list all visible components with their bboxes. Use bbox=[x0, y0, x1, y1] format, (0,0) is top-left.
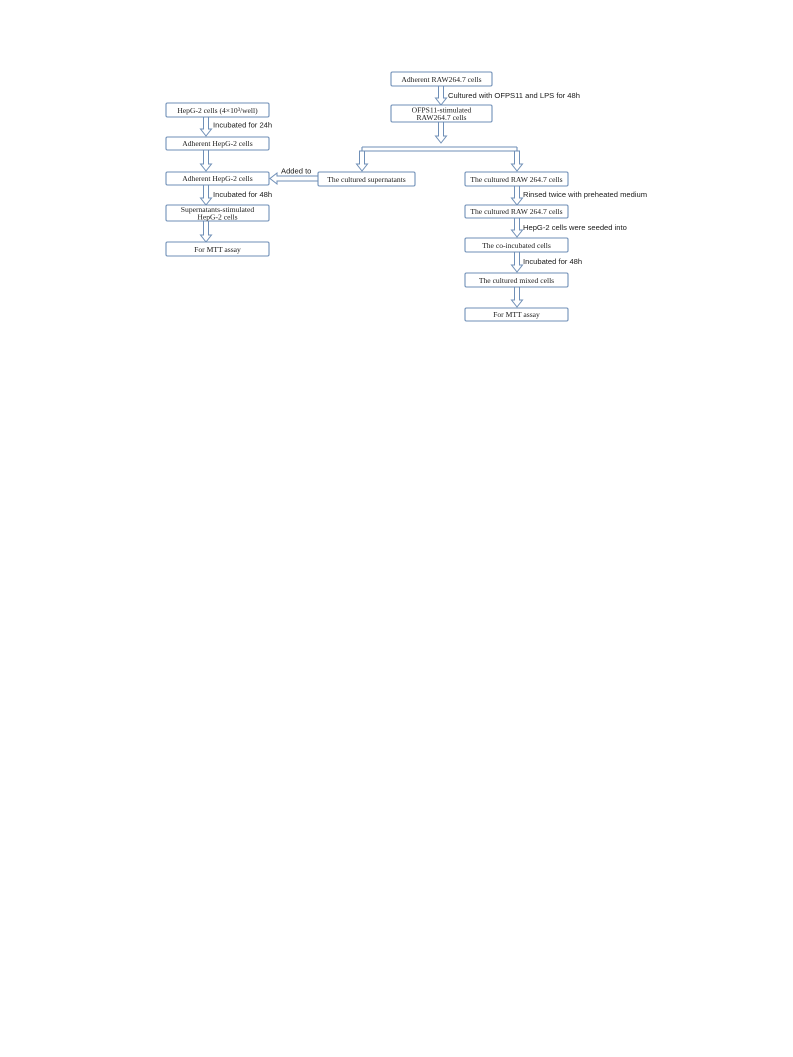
box-mtt-left-label: For MTT assay bbox=[194, 244, 241, 254]
step-added-to: Added to bbox=[281, 166, 312, 176]
box-adherent-hepg2-1 bbox=[166, 137, 269, 150]
arrow-adherent-to-supernatant-stim bbox=[201, 185, 212, 205]
arrow-hepg2-to-adherent bbox=[201, 117, 212, 136]
box-ofps-label-line1: OFPS11-stimulated bbox=[411, 105, 472, 115]
branch-line bbox=[362, 147, 517, 151]
box-cultured-mixed bbox=[465, 273, 568, 287]
arrow-mixed-to-mtt bbox=[512, 287, 523, 307]
box-cultured-supernatants-label: The cultured supernatants bbox=[327, 174, 406, 184]
box-cultured-supernatants bbox=[318, 172, 415, 186]
step-cultured-with: Cultured with OFPS11 and LPS for 48h bbox=[448, 91, 580, 100]
box-adherent-hepg2-1-label: Adherent HepG-2 cells bbox=[182, 139, 253, 149]
arrow-cultured-raw-to-co-incubated bbox=[512, 218, 523, 237]
box-cultured-raw-1 bbox=[465, 172, 568, 186]
box-mtt-right-label: For MTT assay bbox=[493, 310, 540, 320]
box-ofps-label-line2: RAW264.7 cells bbox=[416, 113, 467, 122]
box-supernatant-stim-label-line2: HepG-2 cells bbox=[197, 212, 238, 222]
box-co-incubated-label: The co-incubated cells bbox=[482, 240, 551, 250]
step-incubated-24h: Incubated for 24h bbox=[213, 120, 273, 130]
box-adherent-raw bbox=[391, 72, 492, 86]
box-supernatant-stim-label-line1: Supernatants-stimulated bbox=[180, 205, 255, 214]
box-adherent-hepg2-2-label: Adherent HepG-2 cells bbox=[182, 174, 253, 184]
arrow-ofps-to-branch bbox=[436, 122, 447, 143]
arrow-branch-to-supernatants bbox=[357, 151, 368, 171]
box-hepg2-seed-label: HepG-2 cells (4×10³/well) bbox=[177, 105, 258, 115]
box-mtt-right bbox=[465, 308, 568, 321]
arrow-branch-to-cultured-raw bbox=[512, 151, 523, 171]
box-mtt-left bbox=[166, 242, 269, 256]
step-rinsed-twice: Rinsed twice with preheated medium bbox=[523, 190, 648, 199]
box-cultured-raw-2 bbox=[465, 205, 568, 218]
box-hepg2-seed bbox=[166, 103, 269, 117]
box-cultured-raw-1-label: The cultured RAW 264.7 cells bbox=[470, 174, 563, 184]
arrow-cultured-raw-to-cultured-raw bbox=[512, 186, 523, 205]
box-adherent-raw-label: Adherent RAW264.7 cells bbox=[401, 74, 482, 84]
box-supernatant-stimulated-hepg2 bbox=[166, 205, 269, 221]
box-cultured-mixed-label: The cultured mixed cells bbox=[478, 275, 555, 285]
step-incubated-48h-right: Incubated for 48h bbox=[523, 257, 583, 266]
arrow-co-incubated-to-mixed bbox=[512, 252, 523, 272]
arrow-supernatant-stim-to-mtt bbox=[201, 221, 212, 242]
box-co-incubated bbox=[465, 238, 568, 252]
box-cultured-raw-2-label: The cultured RAW 264.7 cells bbox=[470, 207, 563, 217]
box-ofps-stimulated-raw bbox=[391, 105, 492, 122]
step-hepg2-seeded: HepG-2 cells were seeded into bbox=[523, 223, 627, 232]
box-adherent-hepg2-2 bbox=[166, 172, 269, 185]
arrow-adherent-to-adherent bbox=[201, 150, 212, 171]
arrow-adherent-to-ofps bbox=[436, 86, 447, 105]
step-incubated-48h-left: Incubated for 48h bbox=[213, 190, 273, 199]
